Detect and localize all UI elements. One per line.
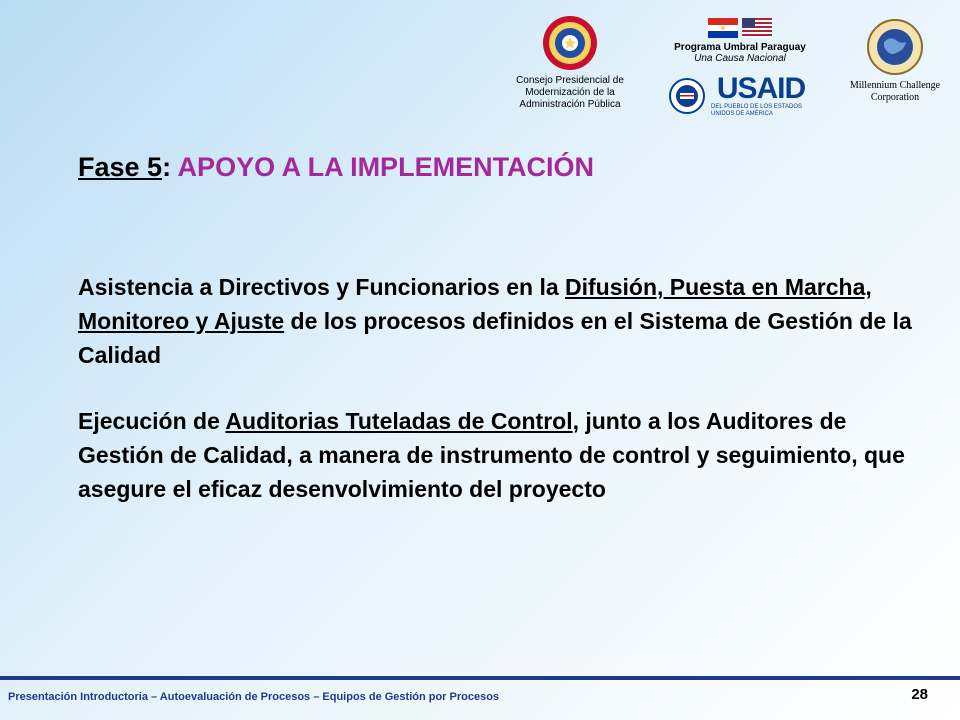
p2-underlined: Auditorias Tuteladas de Control	[225, 408, 573, 434]
mcc-line-1: Millennium Challenge	[849, 80, 941, 91]
consejo-line-3: Administración Pública	[519, 99, 621, 110]
usaid-sub-1: DEL PUEBLO DE LOS ESTADOS	[711, 104, 803, 110]
programa-subtitle: Una Causa Nacional	[694, 53, 786, 64]
footer-divider	[0, 676, 960, 680]
page-number: 28	[911, 686, 928, 703]
p1-text-a: Asistencia a Directivos y Funcionarios en la	[78, 274, 566, 300]
footer-text: Presentación Introductoria – Autoevaluación de Procesos – Equipos de Gestión por Procesos	[8, 691, 500, 703]
mcc-globe-icon	[866, 18, 924, 76]
p2-text-b: , junto a los Auditores de Gestión de Calidad, a manera de instrumento de control y seguimiento, que asegure el eficaz desenvolvimiento del proyecto	[78, 408, 905, 502]
title-text: APOYO A LA IMPLEMENTACIÓN	[171, 152, 595, 182]
p1-text-b: de los procesos definidos en el Sistema de Gestión de la Calidad	[78, 308, 912, 368]
usaid-wordmark: USAID	[716, 72, 806, 105]
paraguay-seal-icon	[542, 15, 598, 71]
consejo-line-2: Modernización de la	[525, 87, 615, 98]
flags	[660, 18, 820, 38]
mcc-line-2: Corporation	[870, 92, 920, 103]
us-flag-icon	[742, 18, 772, 38]
paraguay-flag-icon	[708, 18, 738, 38]
p2-text-a: Ejecución de	[78, 408, 226, 434]
paragraph-asistencia	[78, 270, 918, 372]
consejo-line-1: Consejo Presidencial de	[516, 75, 624, 86]
p1-underlined: Difusión, Puesta en Marcha, Monitoreo y Ajuste	[78, 274, 872, 334]
paragraph-ejecucion	[78, 404, 918, 506]
usaid-seal-icon	[669, 78, 705, 114]
page-title	[78, 152, 594, 183]
mcc-logo-block	[840, 18, 950, 104]
usaid-sub-2: UNIDOS DE AMÉRICA	[711, 111, 774, 117]
programa-title: Programa Umbral Paraguay	[674, 42, 806, 53]
title-label: Fase 5	[78, 152, 163, 182]
consejo-logo-block	[500, 15, 640, 111]
usaid-logo	[660, 74, 820, 118]
title-colon: :	[162, 152, 172, 182]
programa-umbral-block	[660, 18, 820, 118]
